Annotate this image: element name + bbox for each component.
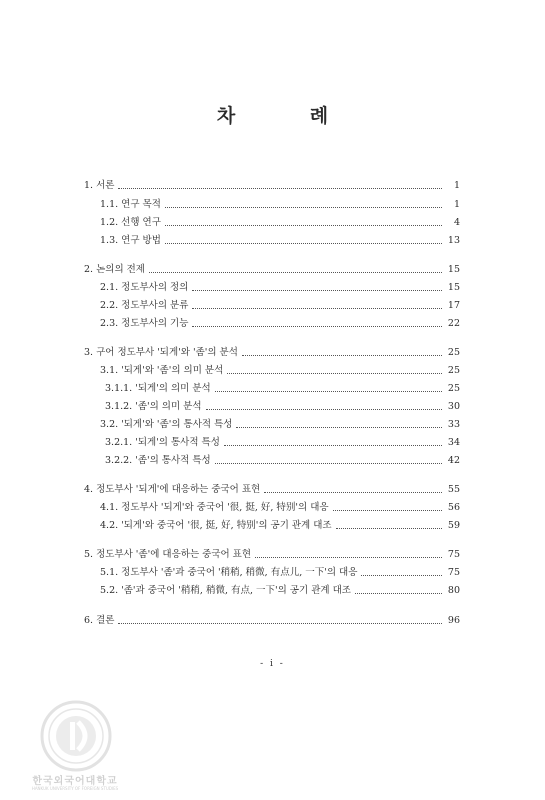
toc-page-number: 59 [447,520,460,531]
toc-page-number: 1 [453,199,460,210]
toc-entry-4[interactable] [84,481,460,497]
toc-label: 5.2. '좀'과 중국어 '稍稍, 稍微, 有点, 一下'의 공기 관계 대조 [100,585,351,596]
toc-page-number: 80 [447,585,460,596]
toc-page-number: 25 [447,365,460,376]
toc-entry-5-1[interactable] [100,564,460,580]
toc-entry-4-2[interactable] [100,517,460,533]
leader-dots [355,584,442,594]
leader-dots [242,346,442,356]
toc-entry-5-2[interactable] [100,582,460,598]
toc-label: 5. 정도부사 '좀'에 대응하는 중국어 표현 [84,549,252,560]
leader-dots [224,436,442,446]
toc-label: 2.2. 정도부사의 분류 [100,300,189,311]
toc-label: 5.1. 정도부사 '좀'과 중국어 '稍稍, 稍微, 有点儿, 一下'의 대응 [100,567,358,578]
toc-page-number: 96 [447,615,460,626]
toc-page-number: 33 [447,419,460,430]
toc-page-number: 34 [447,437,460,448]
leader-dots [361,566,442,576]
leader-dots [192,281,442,291]
toc-label: 3.1.2. '좀'의 의미 분석 [105,401,202,412]
toc-label: 4. 정도부사 '되게'에 대응하는 중국어 표현 [84,484,261,495]
toc-label: 3.1.1. '되게'의 의미 분석 [105,383,211,394]
toc-label: 3.2.1. '되게'의 통사적 특성 [105,437,220,448]
leader-dots [165,216,442,226]
toc-entry-6[interactable] [84,612,460,628]
toc-label: 2.1. 정도부사의 정의 [100,282,189,293]
toc-label: 3.2.2. '좀'의 통사적 특성 [105,455,211,466]
leader-dots [264,483,442,493]
toc-page-number: 25 [447,347,460,358]
toc-label: 1.1. 연구 목적 [100,199,161,210]
toc-entry-1-3[interactable] [100,232,460,248]
toc-page-number: 55 [447,484,460,495]
toc-label: 4.2. '되게'와 중국어 '很, 挺, 好, 特别'의 공기 관계 대조 [100,520,332,531]
toc-entry-3-1[interactable] [100,362,460,378]
leader-dots [236,418,442,428]
toc-page-number: 56 [447,502,460,513]
toc-entry-3-2[interactable] [100,416,460,432]
toc-entry-3-2-1[interactable] [105,434,460,450]
toc-entry-3[interactable] [84,344,460,360]
toc-page-number: 22 [447,318,460,329]
leader-dots [118,614,442,624]
toc-label: 1.2. 선행 연구 [100,217,161,228]
toc-label: 2. 논의의 전제 [84,264,145,275]
toc-label: 6. 결론 [84,615,115,626]
toc-entry-1[interactable] [84,177,460,193]
toc-page-number: 4 [453,217,460,228]
leader-dots [333,501,442,511]
toc-label: 3.1. '되게'와 '좀'의 의미 분석 [100,365,224,376]
leader-dots [215,382,442,392]
leader-dots [206,400,442,410]
toc-label: 1.3. 연구 방법 [100,235,161,246]
toc-page-number: 30 [447,401,460,412]
toc-label: 2.3. 정도부사의 기능 [100,318,189,329]
university-seal-icon [40,700,112,772]
toc-label: 3.2. '되게'와 '좀'의 통사적 특성 [100,419,233,430]
toc-entry-2-3[interactable] [100,315,460,331]
toc-page-number: 75 [447,567,460,578]
toc-label: 3. 구어 정도부사 '되게'와 '좀'의 분석 [84,347,238,358]
leader-dots [165,234,442,244]
leader-dots [336,519,442,529]
toc-page-number: 1 [453,180,460,191]
toc-entry-5[interactable] [84,546,460,562]
toc-page-number: 75 [447,549,460,560]
leader-dots [255,548,442,558]
toc-entry-3-2-2[interactable] [105,452,460,468]
toc-page-number: 13 [447,235,460,246]
toc-entry-2-1[interactable] [100,279,460,295]
toc-entry-3-1-2[interactable] [105,398,460,414]
toc-entry-1-1[interactable] [100,196,460,212]
toc-label: 1. 서론 [84,180,115,191]
toc-page-number: 25 [447,383,460,394]
university-name: 한국외국어대학교 [32,776,118,787]
leader-dots [149,263,442,273]
leader-dots [165,198,442,208]
toc-entry-4-1[interactable] [100,499,460,515]
leader-dots [215,454,442,464]
toc-entry-1-2[interactable] [100,214,460,230]
page-title: 차 례 [216,105,363,127]
toc-label: 4.1. 정도부사 '되게'와 중국어 '很, 挺, 好, 特别'의 대응 [100,502,329,513]
toc-entry-2[interactable] [84,261,460,277]
toc-page-number: 15 [447,264,460,275]
toc-page-number: 15 [447,282,460,293]
toc-entry-3-1-1[interactable] [105,380,460,396]
leader-dots [227,364,442,374]
leader-dots [118,179,442,189]
toc-page-number: 17 [447,300,460,311]
leader-dots [192,299,442,309]
toc-entry-2-2[interactable] [100,297,460,313]
leader-dots [192,317,442,327]
page-number: - i - [260,659,285,669]
university-name-english: HANKUK UNIVERSITY OF FOREIGN STUDIES [31,786,119,791]
toc-page-number: 42 [447,455,460,466]
